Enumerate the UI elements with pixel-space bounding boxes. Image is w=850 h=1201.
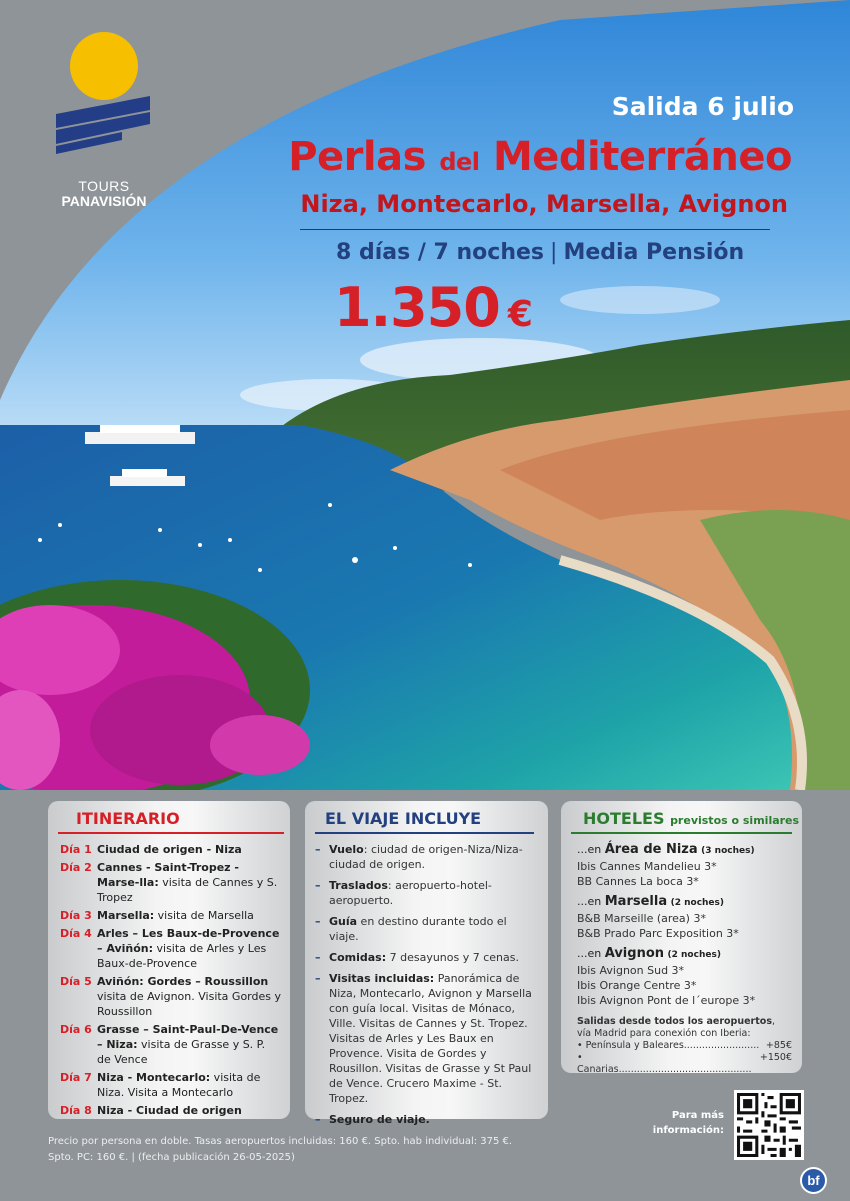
hotels-body (561, 834, 802, 1076)
hotel-name: Ibis Cannes Mandelieu 3* (577, 860, 717, 873)
hotel-area-prefix: ...en (577, 895, 605, 908)
hotel-group (577, 946, 792, 1008)
hotel-area-name: Marsella (604, 894, 668, 909)
qr-label-1: Para más (671, 1110, 724, 1121)
departures-bold: Salidas desde todos los aeropuertos (577, 1016, 772, 1027)
supplement-label: • Península y Baleares......................... (577, 1040, 760, 1051)
hotel-group (577, 842, 792, 889)
itinerary-item (60, 974, 282, 1019)
supplements-list (577, 1040, 792, 1076)
trip-price (334, 276, 532, 339)
hotel-area-prefix: ...en (577, 843, 605, 856)
includes-bold: Comidas: (329, 951, 387, 964)
includes-item (315, 878, 538, 908)
itinerary-item (60, 1103, 282, 1118)
board-text: Media Pensión (563, 240, 745, 265)
hotel-name: Ibis Avignon Pont de l´europe 3* (577, 994, 756, 1007)
itinerary-item (60, 1022, 282, 1067)
itinerary-title: Niza - Ciudad de origen (97, 1104, 242, 1117)
itinerary-title: Ciudad de origen - Niza (97, 843, 242, 856)
includes-desc: : aeropuerto-hotel-aeropuerto. (329, 879, 492, 907)
departures-text: , vía Madrid para conexión con Iberia: (577, 1016, 775, 1039)
itinerary-heading: ITINERARIO (76, 809, 180, 828)
price-currency: € (507, 294, 532, 335)
itinerary-item (60, 926, 282, 971)
trip-duration (336, 240, 744, 265)
conditions-line-2: Spto. PC: 160 €. | (fecha publicación 26-05-2025) (48, 1152, 295, 1163)
hotel-name: Ibis Avignon Sud 3* (577, 964, 685, 977)
hotel-area-nights: (3 noches) (701, 846, 755, 856)
departure-date: Salida 6 julio (611, 92, 794, 121)
includes-item (315, 914, 538, 944)
title-part-2: del (439, 148, 480, 176)
itinerary-title: Arles – Les Baux-de-Provence – Aviñón: (97, 927, 280, 955)
dash-bullet-icon: – (315, 879, 321, 892)
itinerary-desc: visita de Marsella (154, 909, 254, 922)
dash-bullet-icon: – (315, 972, 321, 985)
itinerary-desc: visita de Niza. Visita a Montecarlo (97, 1071, 261, 1099)
trip-title (288, 134, 792, 180)
hotel-area-name: Área de Niza (604, 842, 698, 857)
dash-bullet-icon: – (315, 951, 321, 964)
includes-item (315, 842, 538, 872)
hotel-groups (577, 842, 792, 1008)
headline-divider (300, 229, 770, 230)
itinerary-item (60, 1070, 282, 1100)
dash-bullet-icon: – (315, 1113, 321, 1126)
hotel-name: B&B Marseille (area) 3* (577, 912, 706, 925)
itinerary-text (97, 860, 282, 905)
itinerary-day: Día 1 (60, 843, 92, 856)
brand-tours: TOURS (78, 178, 130, 194)
qr-label (640, 1108, 724, 1138)
hotel-area (577, 894, 792, 911)
qr-code-icon (737, 1093, 801, 1157)
departures-note (577, 1016, 792, 1040)
brand-logo (52, 30, 156, 209)
itinerary-desc: visita de Avignon. Visita Gordes y Roussillon (97, 990, 281, 1018)
itinerary-text (97, 908, 254, 923)
itinerary-text (97, 1070, 282, 1100)
duration-separator: | (550, 240, 558, 265)
itinerary-day: Día 2 (60, 861, 92, 874)
itinerary-text (97, 926, 282, 971)
itinerary-text (97, 1022, 282, 1067)
itinerary-day: Día 5 (60, 975, 92, 988)
duration-text: 8 días / 7 noches (336, 240, 545, 265)
title-part-1: Perlas (288, 134, 426, 180)
itinerary-day: Día 7 (60, 1071, 92, 1084)
itinerary-list (48, 834, 290, 1118)
hotel-area-prefix: ...en (577, 947, 605, 960)
itinerary-day: Día 3 (60, 909, 92, 922)
hotel-name: BB Cannes La boca 3* (577, 875, 699, 888)
hotels-heading-main: HOTELES (583, 809, 665, 828)
itinerary-desc: visita de Cannes y S. Tropez (97, 876, 278, 904)
includes-desc: en destino durante todo el viaje. (329, 915, 507, 943)
includes-bold: Traslados (329, 879, 388, 892)
dash-bullet-icon: – (315, 843, 321, 856)
includes-item (315, 950, 538, 965)
includes-desc: : ciudad de origen-Niza/Niza-ciudad de origen. (329, 843, 523, 871)
includes-text (329, 842, 538, 872)
hotel-area (577, 842, 792, 859)
itinerary-item (60, 908, 282, 923)
itinerary-day: Día 4 (60, 927, 92, 940)
includes-desc: Panorámica de Niza, Montecarlo, Avignon y Marsella con guía local. Visitas de Mónaco, Ville. Visitas de Cannes y St. Tropez. Visitas de Arles y Les Baux en Provence. Visita de Gordes y Rousillon. Visitas de Grasse y St Paul de Vence. Crucero Maxime - St. Tropez. (329, 972, 532, 1105)
includes-text (329, 971, 538, 1106)
hotel-area-nights: (2 noches) (670, 898, 725, 908)
includes-heading: EL VIAJE INCLUYE (325, 809, 482, 828)
includes-item (315, 1112, 538, 1127)
supplement-row (577, 1040, 792, 1052)
supplement-row (577, 1052, 792, 1076)
price-conditions (48, 1134, 608, 1166)
hotel-name: B&B Prado Parc Exposition 3* (577, 927, 739, 940)
dash-bullet-icon: – (315, 915, 321, 928)
includes-card (305, 801, 548, 1126)
includes-bold: Seguro de viaje. (329, 1113, 430, 1126)
supplement-value: +85€ (765, 1040, 792, 1051)
itinerary-title: Cannes - Saint-Tropez - Marse-lla: (97, 861, 239, 889)
itinerary-desc: visita de Arles y Les Baux-de-Provence (97, 942, 267, 970)
qr-label-2: información: (652, 1125, 724, 1136)
publisher-badge: bf (800, 1167, 827, 1194)
includes-bold: Vuelo (329, 843, 364, 856)
brand-name: PANAVISIÓN (61, 193, 147, 209)
includes-text (329, 1112, 430, 1127)
hotels-card (561, 801, 802, 1073)
hotel-area (577, 946, 792, 963)
itinerary-day: Día 8 (60, 1104, 92, 1117)
itinerary-item (60, 860, 282, 905)
includes-desc: 7 desayunos y 7 cenas. (386, 951, 519, 964)
supplement-value: +150€ (759, 1052, 792, 1063)
itinerary-title: Marsella: (97, 909, 155, 922)
hotels-heading-sub: previstos o similares (670, 814, 800, 827)
includes-bold: Visitas incluidas: (329, 972, 435, 985)
hotel-group (577, 894, 792, 941)
hotel-area-name: Avignon (604, 946, 665, 961)
includes-list (305, 834, 548, 1127)
qr-code[interactable] (734, 1090, 804, 1160)
itinerary-item (60, 842, 282, 857)
itinerary-title: Grasse – Saint-Paul-De-Vence – Niza: (97, 1023, 279, 1051)
itinerary-day: Día 6 (60, 1023, 92, 1036)
price-amount: 1.350 (334, 276, 500, 339)
hotel-name: Ibis Orange Centre 3* (577, 979, 697, 992)
itinerary-text (97, 1103, 242, 1118)
trip-subtitle: Niza, Montecarlo, Marsella, Avignon (300, 190, 788, 218)
title-part-3: Mediterráneo (492, 134, 792, 180)
includes-text (329, 950, 519, 965)
includes-text (329, 914, 538, 944)
includes-item (315, 971, 538, 1106)
itinerary-desc: visita de Grasse y S. P. de Vence (97, 1038, 266, 1066)
hotel-area-nights: (2 noches) (667, 950, 721, 960)
conditions-line-1: Precio por persona en doble. Tasas aeropuertos incluidas: 160 €. Spto. hab individual: 375 €. (48, 1136, 513, 1147)
includes-text (329, 878, 538, 908)
itinerary-text (97, 974, 282, 1019)
supplement-label: • Canarias............................................ (577, 1052, 752, 1075)
includes-bold: Guía (329, 915, 358, 928)
itinerary-title: Niza - Montecarlo: (97, 1071, 211, 1084)
itinerary-card (48, 801, 290, 1119)
itinerary-title: Aviñón: Gordes – Roussillon (97, 975, 269, 988)
itinerary-text (97, 842, 242, 857)
hotels-heading (561, 801, 802, 828)
sun-wave-logo-icon (52, 30, 156, 175)
